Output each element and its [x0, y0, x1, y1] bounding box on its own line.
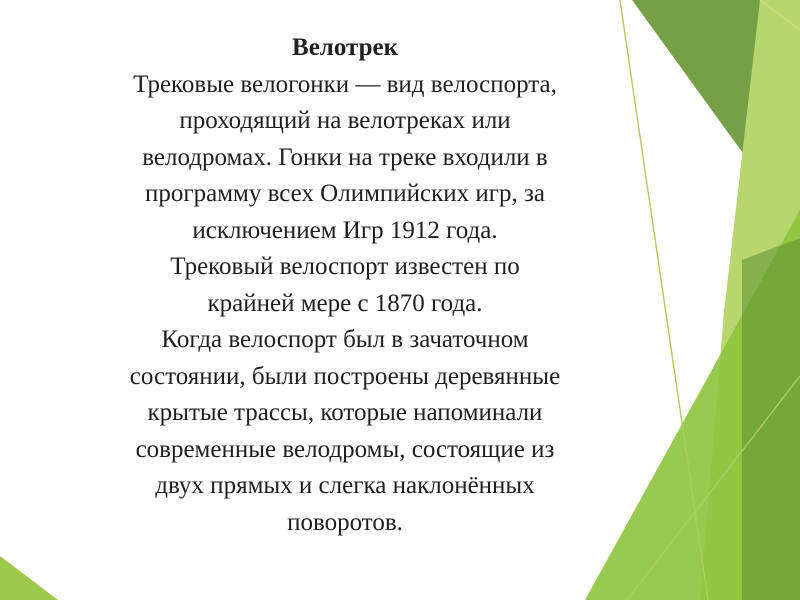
text-line: программу всех Олимпийских игр, за [144, 180, 546, 207]
slide-title: Велотрек [292, 34, 398, 61]
text-line: крайней мере с 1870 года. [207, 289, 483, 317]
text-line: состоянии, были построены деревянные [129, 362, 561, 390]
text-line: Трековые велогонки — вид велоспорта, [133, 70, 557, 98]
text-line: велодромах. Гонки на треке входили в [142, 143, 548, 171]
text-line: крытые трассы, которые напоминали [147, 399, 543, 426]
text-line: поворотов. [287, 508, 403, 536]
right-dark-overlay [742, 238, 800, 600]
text-line: Когда велоспорт был в зачаточном [161, 326, 529, 353]
text-line: двух прямых и слегка наклонённых [155, 472, 535, 499]
bottom-left-triangle [0, 556, 58, 600]
text-line: исключением Игр 1912 года. [192, 216, 498, 244]
text-line: Трековый велоспорт известен по [170, 253, 520, 280]
text-line: проходящий на велотреках или [179, 107, 511, 134]
text-line: современные велодромы, состоящие из [135, 435, 555, 463]
slide-text [60, 30, 630, 541]
